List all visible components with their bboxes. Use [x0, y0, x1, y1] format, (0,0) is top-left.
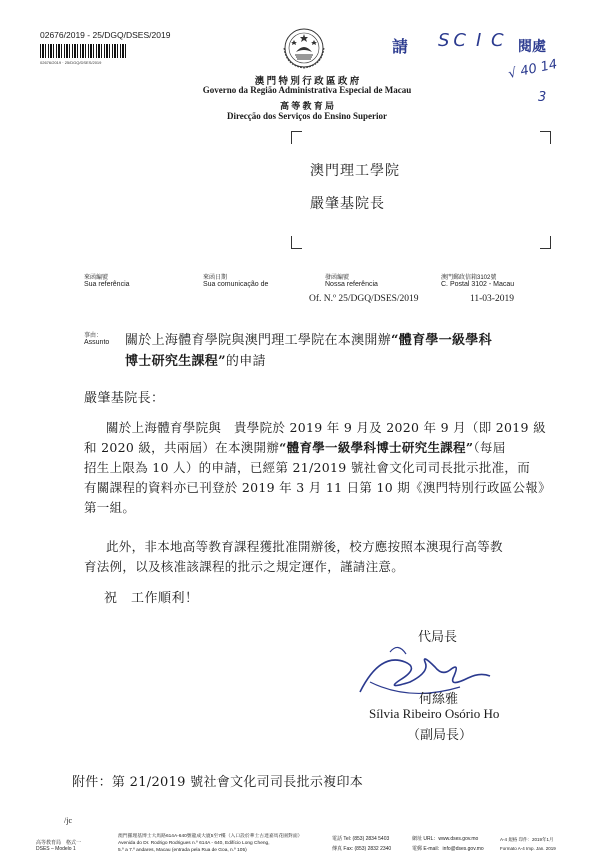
- footer-format-zh: A-4 規格 印件：2019年1月: [500, 837, 554, 842]
- footer-url: 網址 URL：www.dses.gov.mo: [412, 836, 479, 842]
- attachment: 附件：第 21/2019 號社會文化司司長批示複印本: [72, 775, 364, 790]
- subject-line-1: [125, 330, 565, 351]
- window-corner-tl: [291, 131, 302, 144]
- document-number: 02676/2019 - 25/DGQ/DSES/2019: [40, 30, 171, 40]
- footer-tel: 電話 Tel: (853) 2834 5403: [332, 836, 390, 842]
- p1-line2-post: （每屆: [473, 440, 506, 455]
- meta-date: [203, 272, 268, 288]
- meta-postal: [441, 272, 514, 288]
- meta-our-ref-label-pt: Nossa referência: [325, 281, 378, 288]
- signer-role: （副局長）: [407, 728, 473, 743]
- footer-form-zh: 高等教育局 格式一: [36, 840, 82, 846]
- footer-address-zh: 澳門羅理基博士大馬路614A-640號龍成大廈5至7樓（入口設於華士古達嘉馬花園對面）: [118, 834, 303, 839]
- footer-format: [500, 837, 556, 851]
- subject-label-zh: 事由：: [84, 333, 103, 339]
- subject-label: [84, 330, 109, 346]
- gov-name-zh: 澳 門 特 別 行 政 區 政 府: [254, 77, 360, 87]
- meta-postal-label-pt: C. Postal 3102 - Macau: [441, 281, 515, 288]
- gov-name-pt: Governo da Região Administrativa Especial de Macau: [202, 85, 412, 95]
- footer-form-pt: DSES – Modelo 1: [36, 846, 76, 852]
- barcode-label: 02676/2019 · 25/DGQ/DSES/2019: [40, 60, 102, 65]
- subject-label-pt: Assunto: [84, 339, 110, 346]
- barcode: [40, 44, 128, 58]
- our-ref-value: Of. N.º 25/DGQ/DSES/2019: [309, 294, 419, 304]
- p1-line-1: 關於上海體育學院與 貴學院於 2019 年 9 月及 2020 年 9 月（即 2019 級: [106, 420, 546, 435]
- subject-line1-pre: 關於上海體育學院與澳門理工學院在本澳開辦: [125, 333, 392, 348]
- subject-text: [125, 330, 565, 372]
- p1-line-3: 招生上限為 10 人）的申請，已經第 21/2019 號社會文化司司長批示批准，而: [84, 460, 531, 475]
- dept-name-pt: Direcção dos Serviços do Ensino Superior: [226, 111, 388, 121]
- footer-format-pt: Formato A-4 Imp. Jan. 2019: [500, 846, 556, 851]
- subject-line2-bold: 博士研究生課程”: [125, 354, 226, 369]
- dept-name-zh: 高 等 教 育 局: [279, 101, 334, 111]
- handwritten-sc: SC: [438, 30, 470, 51]
- p1-line2-bold: “體育學一級學科博士研究生課程”: [279, 440, 474, 455]
- closing: 祝 工作順利！: [104, 591, 199, 606]
- footer-web: [412, 835, 484, 852]
- footer-email: 電郵 E-mail：info@dses.gov.mo: [412, 846, 484, 852]
- meta-ref: [84, 272, 130, 288]
- handwritten-ic: I C: [476, 30, 506, 51]
- window-corner-tr: [540, 131, 551, 144]
- footer-phone-fax: [332, 835, 391, 852]
- recipient-institution: 澳門理工學院: [310, 163, 400, 179]
- signer-name-zh: 何絲雅: [419, 692, 459, 707]
- subject-line2-post: 的申請: [225, 354, 266, 369]
- p2-line-2: 育法例，以及核准該課程的批示之規定運作，謹請注意。: [84, 559, 405, 574]
- macau-emblem: [278, 26, 330, 72]
- signature-title: 代局長: [418, 630, 458, 645]
- paragraph-2: [84, 537, 554, 577]
- meta-date-label-zh: 來函日期: [203, 275, 228, 281]
- salutation: 嚴肇基院長：: [84, 391, 165, 406]
- subject-line-2: [125, 351, 565, 372]
- window-corner-br: [540, 236, 551, 249]
- p1-line-4: 有關課程的資料亦已刊登於 2019 年 3 月 11 日第 10 期《澳門特別行政區公報》: [84, 480, 551, 495]
- meta-our-ref-label-zh: 發函編號: [325, 275, 350, 281]
- meta-ref-label-pt: Sua referência: [84, 281, 130, 288]
- footer-fax: 傳真 Fax: (853) 2832 2340: [332, 846, 392, 852]
- p1-line-5: 第一組。: [84, 500, 136, 515]
- handwritten-qing: 請: [392, 37, 409, 56]
- date-value: 11-03-2019: [470, 294, 514, 304]
- handwritten-note-month: 3: [538, 90, 547, 105]
- paragraph-1: [84, 418, 554, 518]
- window-corner-bl: [291, 236, 302, 249]
- meta-postal-label-zh: 澳門郵政信箱3102號: [441, 275, 497, 281]
- p2-line-1: 此外，非本地高等教育課程獲批准開辦後，校方應按照本澳現行高等教: [106, 539, 503, 554]
- subject-line1-bold: “體育學一級學科: [391, 333, 492, 348]
- p1-line-2: [84, 438, 554, 458]
- signer-name-pt: Sílvia Ribeiro Osório Ho: [369, 706, 500, 721]
- meta-date-label-pt: Sua comunicação de: [203, 281, 269, 288]
- footer-address-pt1: Avenida do Dr. Rodrigo Rodrigues n.º 614A - 640, Edifício Long Cheng,: [118, 841, 270, 846]
- footer-address-pt2: 5.º a 7.º andares, Macau (entrada pela Rua de Goa, n.º 105): [118, 848, 247, 853]
- footer-address: [118, 832, 328, 853]
- meta-our-ref: [325, 272, 378, 288]
- handwritten-note-date: √ 40 14: [506, 57, 559, 82]
- meta-ref-label-zh: 來函編號: [84, 275, 109, 281]
- p1-line2-pre: 和 2020 級，共兩屆）在本澳開辦: [84, 440, 280, 455]
- footer-form: [36, 839, 81, 852]
- recipient-person: 嚴肇基院長: [310, 196, 385, 212]
- typist-initials: /jc: [64, 816, 72, 825]
- handwritten-yuechu: 閱處: [518, 39, 546, 55]
